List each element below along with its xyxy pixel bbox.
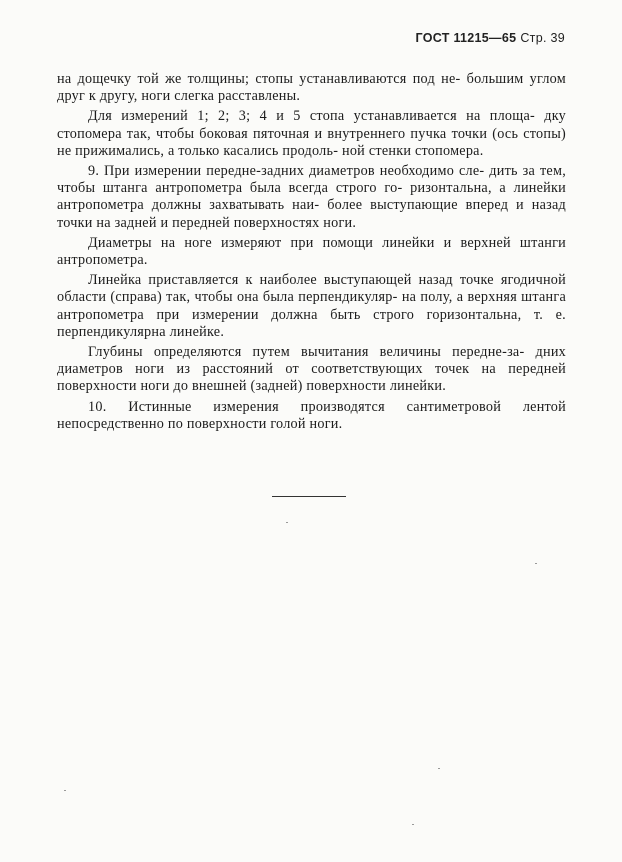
text-line: Диаметры на ноге измеряют при помощи линейки и верхней bbox=[88, 234, 511, 251]
text-line: большим углом друг к другу, ноги слегка расставлены. bbox=[57, 71, 566, 105]
paragraph-continuation bbox=[57, 71, 566, 105]
page-header bbox=[416, 31, 566, 45]
text-line: передней поверхности ноги до внешней (задней) поверхности bbox=[57, 361, 567, 395]
scan-speck bbox=[412, 824, 414, 825]
page-number: Стр. 39 bbox=[520, 31, 565, 45]
paragraph-item-10 bbox=[57, 399, 566, 433]
text-line: на дощечку той же толщины; стопы устанавливаются под не- bbox=[57, 71, 461, 87]
text-line: быть строго горизонтальна, т. е. перпендикулярна линейке. bbox=[57, 306, 566, 340]
scan-speck bbox=[286, 522, 288, 523]
text-line: непосредственно по поверхности голой ноги. bbox=[57, 415, 343, 432]
paragraph-measurement-setup bbox=[57, 108, 566, 160]
end-divider bbox=[272, 496, 346, 497]
body-text bbox=[57, 71, 566, 436]
text-line: ризонтальна, а линейки антропометра должны захватывать наи- bbox=[57, 180, 567, 214]
scan-speck bbox=[535, 563, 537, 564]
text-line: точки (ось стопы) не прижимались, а только касались продоль- bbox=[57, 125, 567, 159]
text-line: более выступающие вперед и назад точки на задней и передней bbox=[57, 197, 566, 231]
paragraph-diameters bbox=[57, 235, 566, 269]
text-line: 10. Истинные измерения производятся сантиметровой лентой bbox=[88, 398, 566, 415]
text-line: 9. При измерении передне-задних диаметров необходимо сле- bbox=[88, 163, 485, 180]
text-line: Глубины определяются путем вычитания величины передне-за- bbox=[88, 344, 525, 361]
text-line: дних диаметров ноги из расстояний от соответствующих точек на bbox=[57, 344, 567, 378]
text-line: дку стопомера так, чтобы боковая пяточная и внутреннего пучка bbox=[57, 108, 567, 142]
text-line: ягодичной области (справа) так, чтобы она была перпендикуляр- bbox=[57, 272, 566, 306]
paragraph-depths bbox=[57, 344, 566, 396]
text-line: линейки. bbox=[389, 378, 447, 395]
text-line: штанги антропометра. bbox=[57, 234, 567, 269]
text-line: ной стенки стопомера. bbox=[342, 142, 484, 159]
paragraph-item-9 bbox=[57, 163, 566, 232]
standard-number: ГОСТ 11215—65 bbox=[415, 31, 517, 45]
text-line: поверхностях ноги. bbox=[233, 214, 357, 231]
text-line: Для измерений 1; 2; 3; 4 и 5 стопа устанавливается на площа- bbox=[88, 108, 535, 125]
text-line: Линейка приставляется к наиболее выступающей назад точке bbox=[88, 272, 494, 289]
text-line: на полу, а верхняя штанга антропометра при измерении должна bbox=[57, 289, 566, 323]
scan-speck bbox=[64, 790, 66, 791]
paragraph-ruler bbox=[57, 272, 566, 341]
scan-speck bbox=[438, 768, 440, 769]
text-line: дить за тем, чтобы штанга антропометра была всегда строго го- bbox=[57, 163, 567, 197]
